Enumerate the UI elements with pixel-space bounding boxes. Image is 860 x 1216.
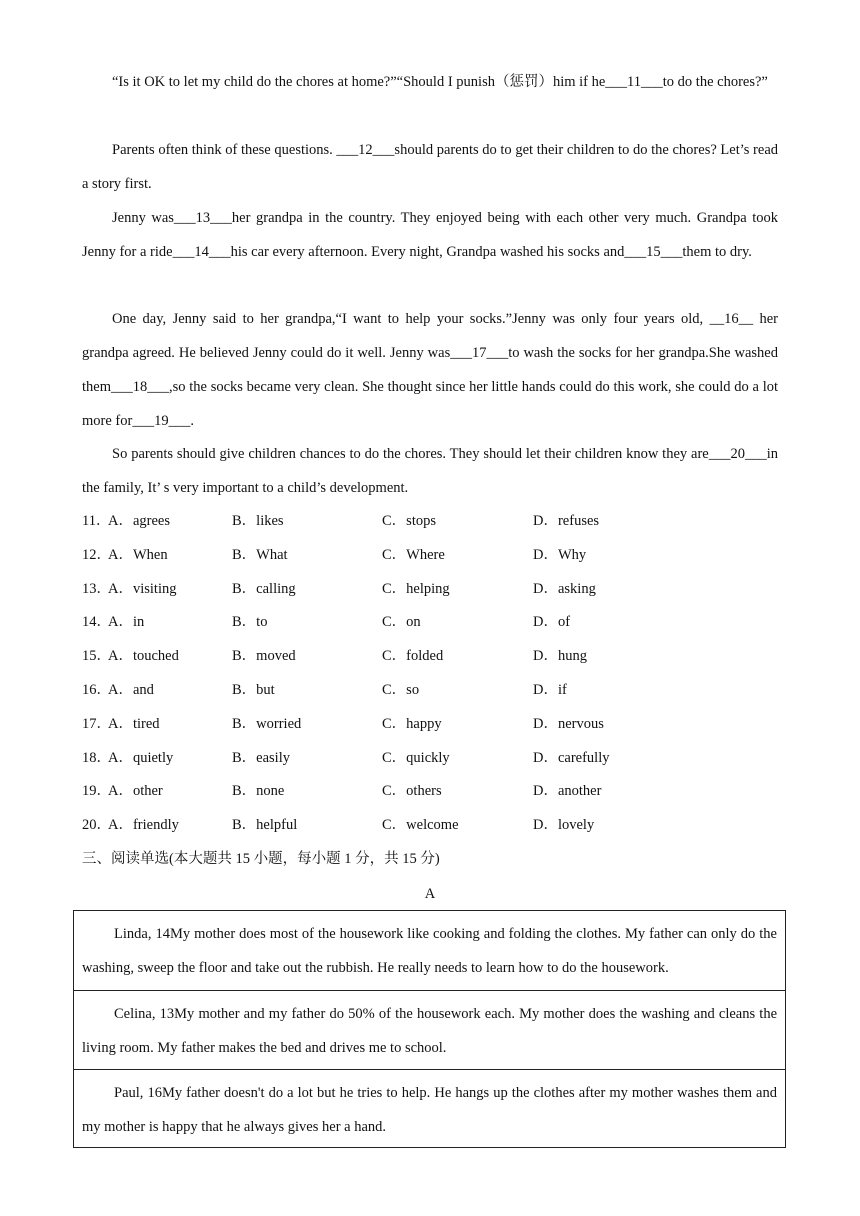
option-c[interactable]: C．so — [382, 681, 420, 698]
question-number: 14． — [82, 614, 111, 631]
option-b[interactable]: B．What — [232, 546, 288, 563]
option-d[interactable]: D．carefully — [533, 749, 610, 766]
option-c[interactable]: C．welcome — [382, 817, 459, 834]
option-d[interactable]: D．refuses — [533, 513, 600, 529]
option-d[interactable]: D．hung — [533, 648, 587, 665]
option-a[interactable]: A．touched — [108, 648, 179, 665]
question-row — [82, 606, 782, 640]
option-b[interactable]: B．to — [232, 614, 268, 631]
option-a[interactable]: A．quietly — [108, 749, 174, 766]
cloze-paragraph-1: “Is it OK to let my child do the chores at home?”“Should I punish（惩罚）him if he___11___to do the chores?” — [112, 74, 768, 90]
option-a[interactable]: A．friendly — [108, 817, 179, 834]
option-d[interactable]: D．Why — [533, 546, 587, 563]
table-row-text: Celina, 13My mother and my father do 50% of the housework each. My mother does the washing and cleans the living room. My father makes the bed and drives me to school. — [82, 1006, 777, 1056]
cloze-paragraph-3: Jenny was___13___her grandpa in the country. They enjoyed being with each other very much. Grandpa took Jenny for a ride___14___his car every afternoon. Every night, Grandpa washed his socks and___15___them to dry. — [82, 210, 778, 260]
question-number: 12． — [82, 546, 111, 563]
question-row — [82, 539, 782, 573]
section-title: 三、阅读单选(本大题共 15 小题，每小题 1 分，共 15 分) — [82, 851, 440, 867]
option-a[interactable]: A．other — [108, 783, 163, 800]
question-row — [82, 809, 782, 843]
option-a[interactable]: A．When — [108, 546, 168, 563]
answer-options-list — [82, 505, 782, 843]
option-b[interactable]: B．worried — [232, 715, 302, 732]
table-row-text: Linda, 14My mother does most of the housework like cooking and folding the clothes. My father can only do the washing, sweep the floor and take out the rubbish. He really needs to learn how to do the housework. — [82, 926, 777, 976]
table-row-text: Paul, 16My father doesn't do a lot but he tries to help. He hangs up the clothes after my mother washes them and my mother is happy that he always gives her a hand. — [82, 1085, 777, 1135]
question-row — [82, 674, 782, 708]
option-b[interactable]: B．calling — [232, 580, 296, 597]
question-row — [82, 505, 782, 539]
reading-table — [73, 910, 786, 1148]
cloze-paragraph-2: Parents often think of these questions. ___12___should parents do to get their children to do the chores? Let’s read a story first. — [82, 142, 778, 192]
question-row — [82, 742, 782, 776]
option-b[interactable]: B．moved — [232, 648, 296, 665]
option-a[interactable]: A．visiting — [108, 580, 177, 597]
option-c[interactable]: C．on — [382, 614, 421, 631]
question-row — [82, 775, 782, 809]
question-number: 15． — [82, 648, 111, 665]
question-row — [82, 573, 782, 607]
table-row — [74, 911, 785, 991]
option-d[interactable]: D．nervous — [533, 715, 604, 732]
option-c[interactable]: C．happy — [382, 715, 442, 732]
question-number: 18． — [82, 749, 111, 766]
option-c[interactable]: C．others — [382, 783, 442, 800]
cloze-paragraph-5: So parents should give children chances to do the chores. They should let their children know they are___20___in the family, It’ s very important to a child’s development. — [82, 446, 778, 496]
option-c[interactable]: C．quickly — [382, 749, 450, 766]
option-a[interactable]: A．tired — [108, 715, 160, 732]
question-number: 11． — [82, 513, 111, 529]
question-number: 13． — [82, 580, 111, 597]
option-c[interactable]: C．helping — [382, 580, 450, 597]
option-d[interactable]: D．of — [533, 614, 571, 631]
passage-label: A — [424, 886, 436, 902]
question-number: 16． — [82, 681, 111, 698]
option-d[interactable]: D．if — [533, 681, 567, 698]
option-d[interactable]: D．another — [533, 783, 602, 800]
option-a[interactable]: A．in — [108, 614, 145, 631]
option-c[interactable]: C．folded — [382, 648, 444, 665]
option-b[interactable]: B．none — [232, 783, 285, 800]
question-row — [82, 708, 782, 742]
question-number: 20． — [82, 817, 111, 834]
option-d[interactable]: D．lovely — [533, 817, 595, 834]
option-a[interactable]: A．and — [108, 681, 154, 698]
table-row — [74, 1070, 785, 1148]
option-b[interactable]: B．likes — [232, 513, 284, 529]
option-c[interactable]: C．stops — [382, 513, 436, 529]
question-row — [82, 640, 782, 674]
cloze-paragraph-4: One day, Jenny said to her grandpa,“I want to help your socks.”Jenny was only four years old, __16__ her grandpa agreed. He believed Jenny could do it well. Jenny was___17___to wash the socks for her grandpa.She washed them___18___,so the socks became very clean. She thought since her little hands could do this work, she could do a lot more for___19___. — [82, 311, 778, 429]
question-number: 17． — [82, 715, 111, 732]
option-a[interactable]: A．agrees — [108, 513, 171, 529]
option-b[interactable]: B．but — [232, 681, 275, 698]
option-b[interactable]: B．easily — [232, 749, 290, 766]
option-d[interactable]: D．asking — [533, 580, 596, 597]
table-row — [74, 991, 785, 1070]
question-number: 19． — [82, 783, 111, 800]
option-b[interactable]: B．helpful — [232, 817, 298, 834]
option-c[interactable]: C．Where — [382, 546, 445, 563]
